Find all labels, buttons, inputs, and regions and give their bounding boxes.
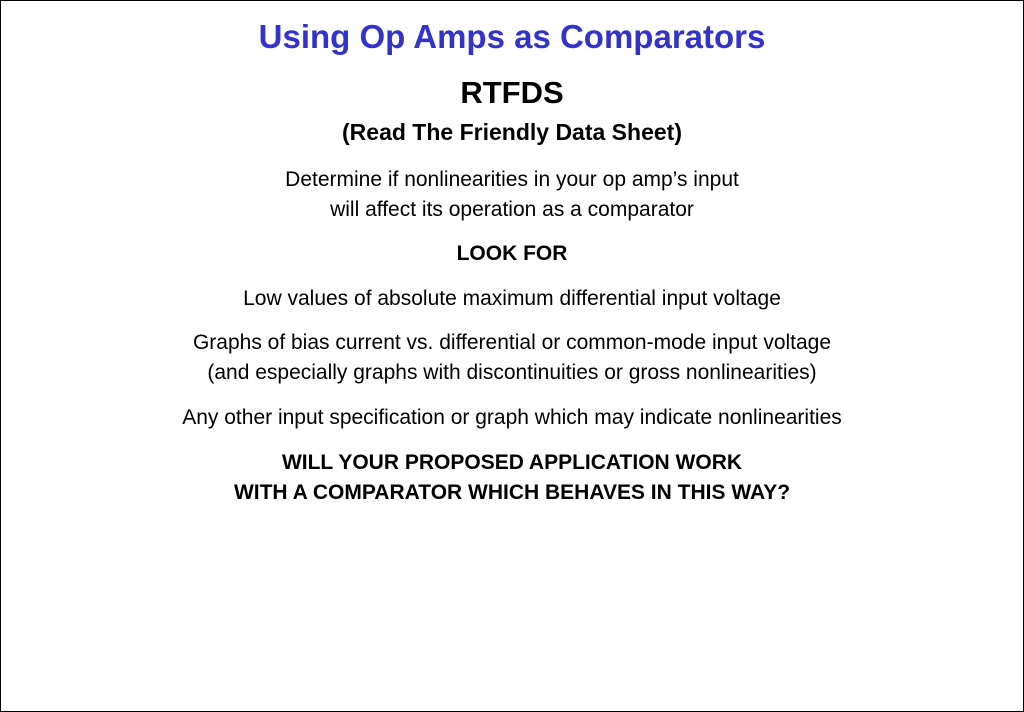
rtfds-subheading: (Read The Friendly Data Sheet) <box>342 119 682 145</box>
question-line-2: WITH A COMPARATOR WHICH BEHAVES IN THIS WAY? <box>233 481 791 504</box>
intro-line-1: Determine if nonlinearities in your op amp’s input <box>285 168 739 191</box>
look-for-item-2-line-1: Graphs of bias current vs. differential or common-mode input voltage <box>192 331 832 354</box>
intro-line-2: will affect its operation as a comparator <box>330 198 694 221</box>
rtfds-heading: RTFDS <box>460 75 564 110</box>
question-line-1: WILL YOUR PROPOSED APPLICATION WORK <box>281 451 743 474</box>
look-for-item-2-line-2: (and especially graphs with discontinuities or gross nonlinearities) <box>207 361 817 384</box>
look-for-item-3: Any other input specification or graph which may indicate nonlinearities <box>182 406 842 429</box>
look-for-label: LOOK FOR <box>456 242 568 265</box>
look-for-item-1: Low values of absolute maximum differential input voltage <box>243 287 781 310</box>
slide-title: Using Op Amps as Comparators <box>258 18 766 55</box>
